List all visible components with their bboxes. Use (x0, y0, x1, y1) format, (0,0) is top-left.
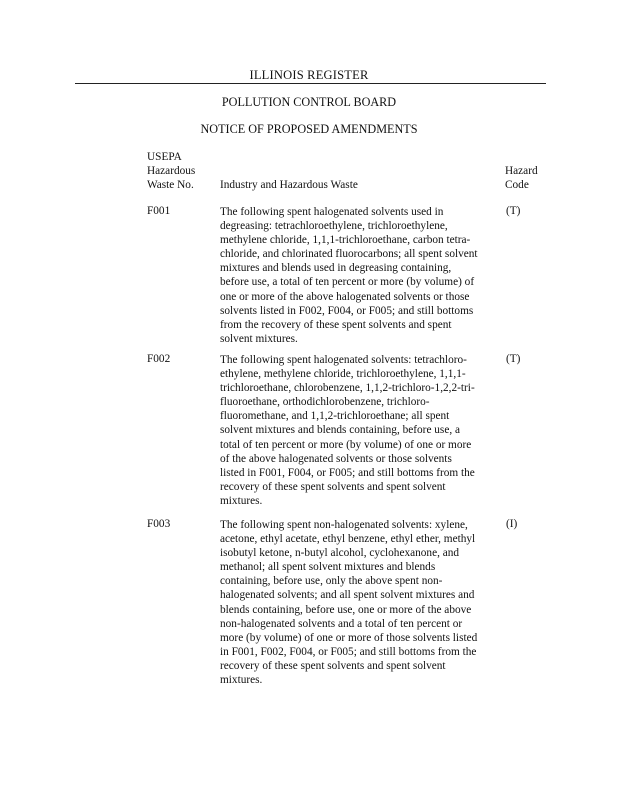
description-line: fluoromethane, and 1,1,2-trichloroethane; all spent (220, 410, 450, 423)
waste-description (220, 205, 496, 346)
notice-heading: NOTICE OF PROPOSED AMENDMENTS (200, 122, 418, 136)
description-line: halogenated solvents; and all spent solvent mixtures and (220, 589, 475, 602)
hazard-header-line: Code (505, 179, 529, 191)
header-rule (75, 83, 546, 84)
description-line: ethylene, methylene chloride, trichloroethylene, 1,1,1- (220, 368, 466, 381)
description-line: from the recovery of these spent solvents and spent (220, 318, 452, 331)
description-line: listed in F001, F004, or F005; and still bottoms from the (220, 466, 475, 479)
description-line: in F001, F002, F004, or F005; and still bottoms from the (220, 645, 477, 658)
description-line: acetone, ethyl acetate, ethyl benzene, ethyl ether, methyl (220, 533, 476, 546)
description-line: methanol; all spent solvent mixtures and blends (220, 561, 436, 574)
hazard-code: (I) (506, 518, 518, 530)
description-line: blends containing, before use, one or more of the above (220, 603, 472, 616)
description-line: before use, a total of ten percent or more (by volume) of (220, 276, 475, 289)
description-line: The following spent halogenated solvents used in (220, 206, 444, 218)
waste-number: F002 (147, 353, 171, 365)
description-line: isobutyl ketone, n-butyl alcohol, cyclohexanone, and (220, 547, 460, 560)
description-line: recovery of these spent solvents and spent solvent (220, 480, 446, 493)
hazard-code-column-header (505, 164, 555, 192)
description-line: containing, before use, only the above spent non- (220, 575, 443, 588)
description-line: of the above halogenated solvents or those solvents (220, 452, 452, 465)
waste-header-line: USEPA (147, 151, 182, 163)
description-line: fluoroethane, orthodichlorobenzene, trichloro- (220, 396, 430, 409)
waste-header-line: Waste No. (147, 179, 194, 191)
description-line: The following spent halogenated solvents: tetrachloro- (220, 354, 467, 366)
description-line: solvent mixtures. (220, 332, 298, 345)
waste-description (220, 518, 496, 687)
waste-description (220, 353, 496, 508)
waste-number: F003 (147, 518, 171, 530)
description-line: chloride, and chlorinated fluorocarbons; all spent solvent (220, 248, 478, 261)
hazard-code: (T) (506, 205, 521, 217)
description-line: total of ten percent or more (by volume) of one or more (220, 438, 472, 451)
board-name: POLLUTION CONTROL BOARD (221, 95, 397, 109)
description-line: mixtures. (220, 494, 263, 507)
waste-number: F001 (147, 205, 171, 217)
waste-number-column-header (147, 150, 217, 192)
description-line: The following spent non-halogenated solvents: xylene, (220, 519, 468, 531)
description-line: methylene chloride, 1,1,1-trichloroethane, carbon tetra- (220, 234, 471, 247)
description-line: trichloroethane, chlorobenzene, 1,1,2-trichloro-1,2,2-tri- (220, 382, 475, 395)
waste-header-line: Hazardous (147, 165, 196, 177)
industry-column-header: Industry and Hazardous Waste (220, 179, 358, 191)
description-line: solvents listed in F002, F004, or F005; and still bottoms (220, 304, 474, 317)
description-line: more (by volume) of one or more of those solvents listed (220, 631, 478, 644)
description-line: recovery of these spent solvents and spent solvent (220, 659, 446, 672)
description-line: mixtures. (220, 674, 263, 687)
description-line: one or more of the above halogenated solvents or those (220, 290, 470, 303)
description-line: non-halogenated solvents and a total of ten percent or (220, 617, 463, 630)
hazard-code: (T) (506, 353, 521, 365)
hazard-header-line: Hazard (505, 165, 538, 177)
register-title: ILLINOIS REGISTER (249, 68, 369, 82)
description-line: solvent mixtures and blends containing, before use, a (220, 424, 460, 437)
description-line: mixtures and blends used in degreasing containing, (220, 262, 452, 275)
description-line: degreasing: tetrachloroethylene, trichloroethylene, (220, 220, 448, 233)
